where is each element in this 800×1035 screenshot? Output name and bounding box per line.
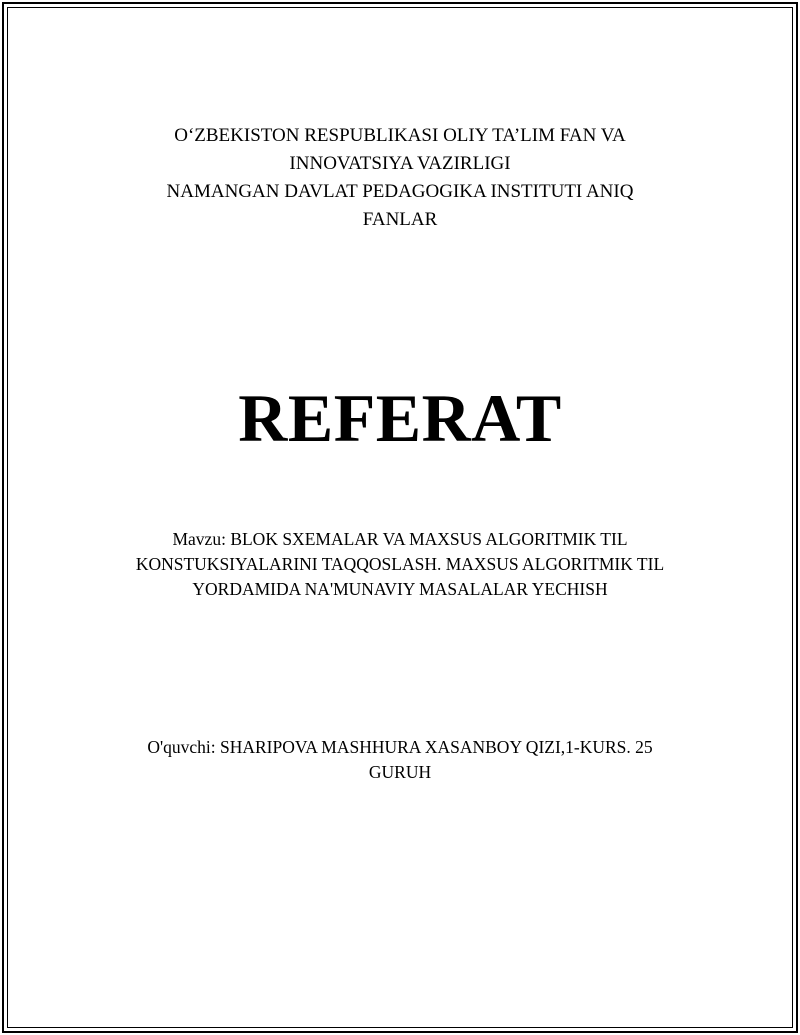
- topic-block: [60, 527, 740, 602]
- topic-line: KONSTUKSIYALARINI TAQQOSLASH. MAXSUS ALGORITMIK TIL: [135, 554, 665, 574]
- header-line: NAMANGAN DAVLAT PEDAGOGIKA INSTITUTI ANIQ: [166, 181, 634, 202]
- document-title: REFERAT: [238, 380, 562, 456]
- header-line: FANLAR: [362, 209, 438, 230]
- student-line: GURUH: [368, 762, 432, 782]
- institution-header: [60, 122, 740, 234]
- topic-line: Mavzu: BLOK SXEMALAR VA MAXSUS ALGORITMIK TIL: [172, 529, 628, 549]
- topic-line: YORDAMIDA NA'MUNAVIY MASALALAR YECHISH: [192, 579, 608, 599]
- student-info: [60, 735, 740, 785]
- header-line: INNOVATSIYA VAZIRLIGI: [289, 153, 511, 174]
- student-line: O'quvchi: SHARIPOVA MASHHURA XASANBOY QIZI,1-KURS. 25: [147, 737, 653, 757]
- header-line: O‘ZBEKISTON RESPUBLIKASI OLIY TA’LIM FAN VA: [174, 125, 626, 146]
